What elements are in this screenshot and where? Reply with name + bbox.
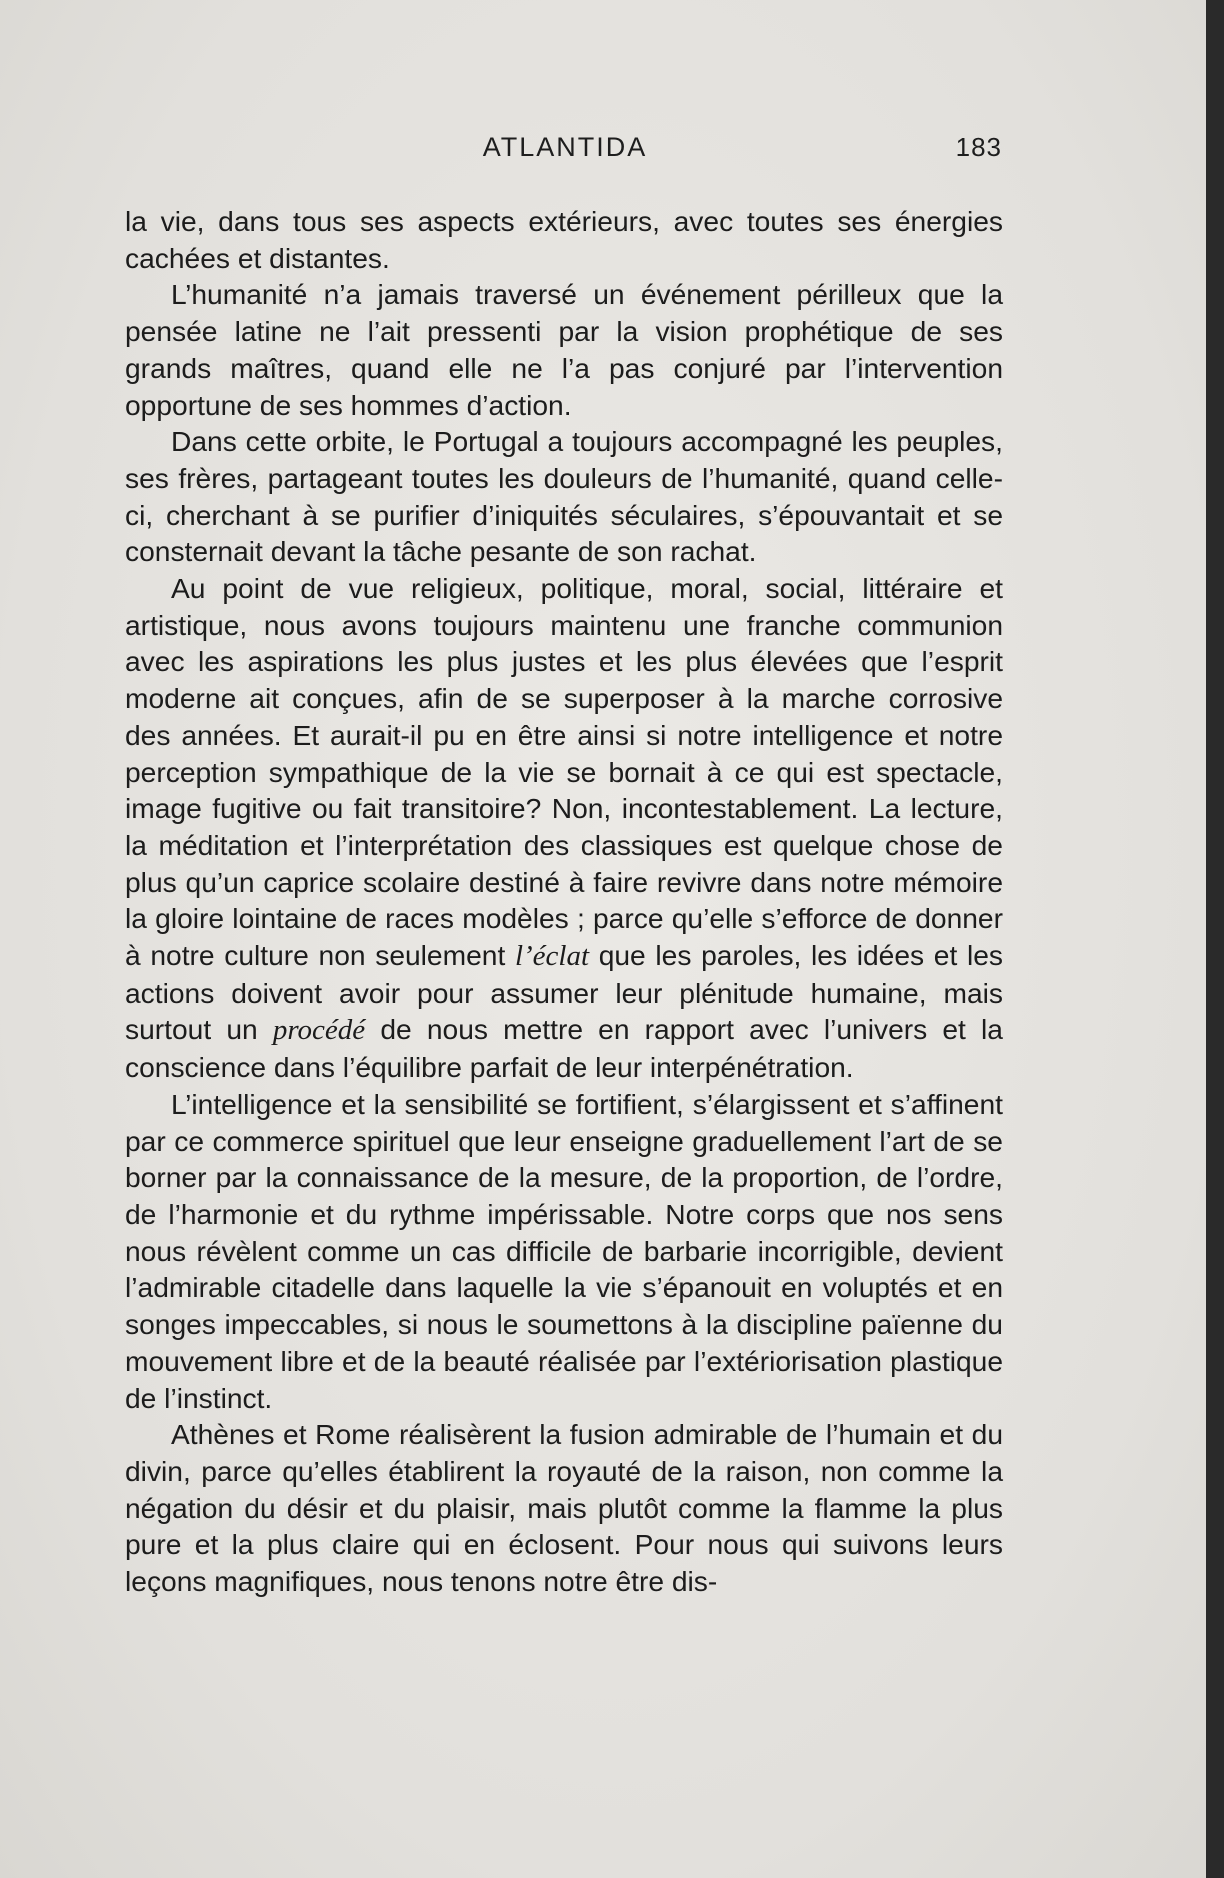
paragraph: L’humanité n’a jamais traversé un événement périlleux que la pensée latine ne l’ait pressenti par la vision prophétique de ses grands maîtres, quand elle ne l’a pas conjuré par l’intervention opportune de ses hommes d’action. [125, 278, 1003, 421]
paragraph: L’intelligence et la sensibilité se fortifient, s’élargissent et s’affinent par ce commerce spirituel que leur enseigne graduellement l’art de se borner par la connaissance de la mesure, de la proportion, de l’ordre, de l’harmonie et du rythme impérissable. Notre corps que nos sens nous révèlent comme un cas difficile de barbarie incorrigible, devient l’admirable citadelle dans laquelle la vie s’épanouit en voluptés et en songes impeccables, si nous le soumettons à la discipline païenne du mouvement libre et de la beauté réalisée par l’extériorisation plastique de l’instinct. [125, 1087, 1003, 1414]
paragraph: Dans cette orbite, le Portugal a toujours accompagné les peuples, ses frères, partageant toutes les douleurs de l’humanité, quand celle-ci, cherchant à se purifier d’iniquités séculaires, s’épouvantait et se consternait devant la tâche pesante de son rachat. [125, 425, 1003, 568]
running-head: ATLANTIDA [482, 132, 648, 162]
page-edge-shadow [1206, 0, 1224, 1878]
paragraph-text: que les paroles, les idées et les actions doivent avoir pour assumer leur plénitude humaine, mais surtout un [125, 939, 1004, 1046]
paragraph [125, 570, 1003, 1086]
paragraph: la vie, dans tous ses aspects extérieurs, avec toutes ses énergies cachées et distantes. [125, 205, 1003, 274]
paragraph-text: Au point de vue religieux, politique, moral, social, littéraire et artistique, nous avons toujours maintenu une franche communion avec les aspirations les plus justes et les plus élevées que l’esprit moderne ait conçues, afin de se superposer à la marche corrosive des années. Et aurait-il pu en être ainsi si notre intelligence et notre perception sympathique de la vie se bornait à ce qui est spectacle, image fugitive ou fait transitoire? Non, incontestablement. La lecture, la méditation et l’interprétation des classiques est quelque chose de plus qu’un caprice scolaire destiné à faire revivre dans notre mémoire la gloire lointaine de races modèles ; parce qu’elle s’efforce de donner à notre culture non seulement [125, 572, 1003, 972]
body-text [125, 203, 1003, 1600]
paragraph-text: de nous mettre en rapport avec l’univers et la conscience dans l’équilibre parfait de leur interpénétration. [125, 1013, 1003, 1084]
page-header [128, 132, 1002, 172]
italic-term: procédé [272, 1014, 366, 1047]
page-number: 183 [955, 132, 1002, 162]
italic-term: l’éclat [514, 940, 590, 973]
paragraph: Athènes et Rome réalisèrent la fusion admirable de l’humain et du divin, parce qu’elles établirent la royauté de la raison, non comme la négation du désir et du plaisir, mais plutôt comme la flamme la plus pure et la plus claire qui en éclosent. Pour nous qui suivons leurs leçons magnifiques, nous tenons notre être dis- [125, 1418, 1003, 1598]
